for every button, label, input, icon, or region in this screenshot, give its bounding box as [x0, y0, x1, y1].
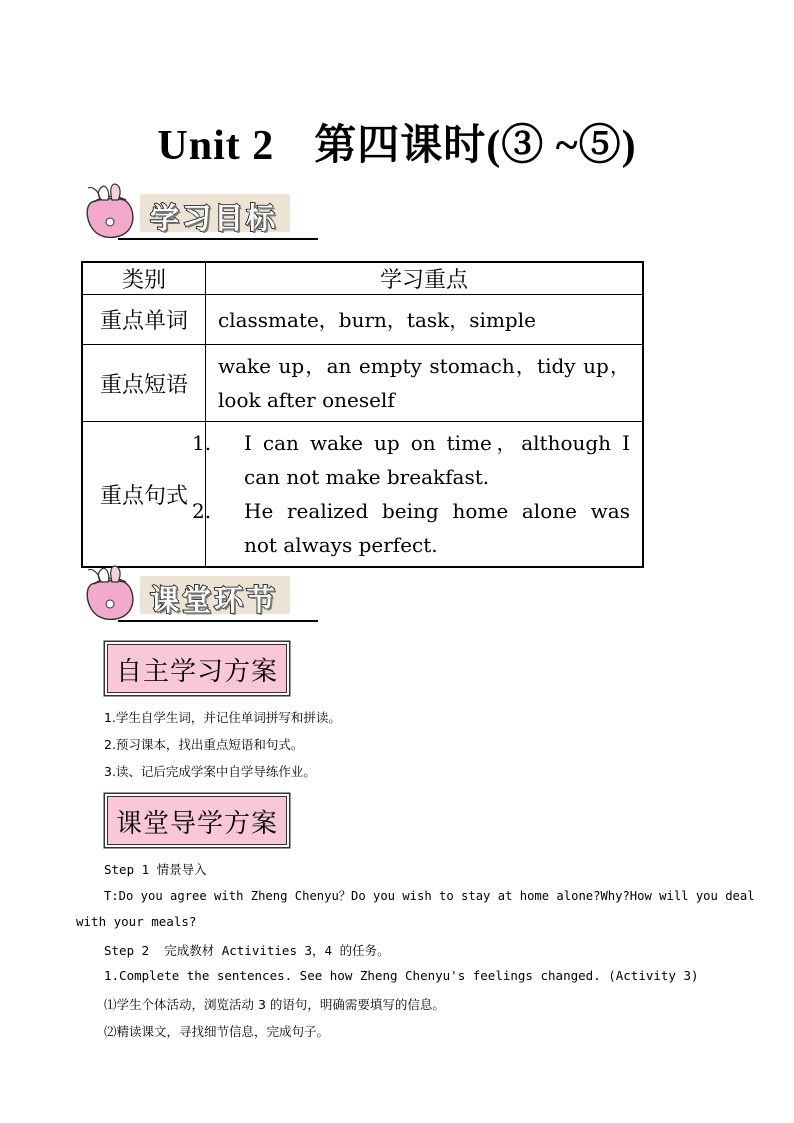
banner-rule	[118, 620, 318, 622]
step1-line: Step 1 情景导入	[104, 862, 207, 877]
row-category: 重点单词	[82, 295, 206, 345]
sentence-point: 1. I can wake up on time，although I can not make breakfast.	[192, 431, 630, 489]
sentence-point: 2. He realized being home alone was not always perfect.	[192, 499, 630, 557]
table-row	[82, 345, 643, 422]
row-category: 重点句式	[82, 422, 206, 568]
row-category: 重点短语	[82, 345, 206, 422]
list-item: 3.读、记后完成学案中自学导练作业。	[104, 764, 316, 779]
banner-label: 课堂环节	[150, 583, 279, 617]
list-item: 2.预习课本，找出重点短语和句式。	[104, 737, 304, 752]
t-line-2: with your meals?	[76, 914, 197, 929]
step2-line: Step 2 完成教材 Activities 3，4 的任务。	[104, 943, 390, 958]
page-title	[0, 112, 794, 172]
list-item: 1.学生自学生词，并记住单词拼写和拼读。	[104, 710, 341, 725]
table-header-row	[82, 262, 643, 295]
banner-label: 学习目标	[150, 201, 279, 235]
goals-table	[81, 261, 644, 568]
title-lesson: 第四课时(③ ~⑤)	[314, 123, 637, 169]
sub1-line: ⑴学生个体活动，浏览活动 3 的语句，明确需要填写的信息。	[104, 997, 445, 1012]
sub2-line: ⑵精读课文，寻找细节信息，完成句子。	[104, 1024, 330, 1039]
section-banner-class	[78, 562, 318, 624]
table-row	[82, 295, 643, 345]
section-banner-goals	[78, 180, 318, 242]
self-study-heading: 自主学习方案	[107, 644, 287, 693]
header-focus: 学习重点	[206, 262, 644, 295]
header-category: 类别	[82, 262, 206, 295]
bag-icon	[78, 562, 150, 624]
bag-icon	[78, 180, 150, 242]
banner-rule	[118, 238, 318, 240]
guided-heading: 课堂导学方案	[107, 796, 287, 845]
row-content	[192, 422, 644, 568]
row-content: classmate，burn，task，simple	[206, 295, 644, 345]
task1-line: 1.Complete the sentences. See how Zheng Chenyu's feelings changed. (Activity 3)	[104, 968, 699, 983]
title-unit: Unit 2	[157, 123, 275, 169]
t-line-1: T:Do you agree with Zheng Chenyu？Do you wish to stay at home alone?Why?How will you deal	[104, 889, 755, 903]
table-row	[82, 422, 643, 568]
row-content: wake up，an empty stomach，tidy up，look after oneself	[206, 345, 644, 422]
